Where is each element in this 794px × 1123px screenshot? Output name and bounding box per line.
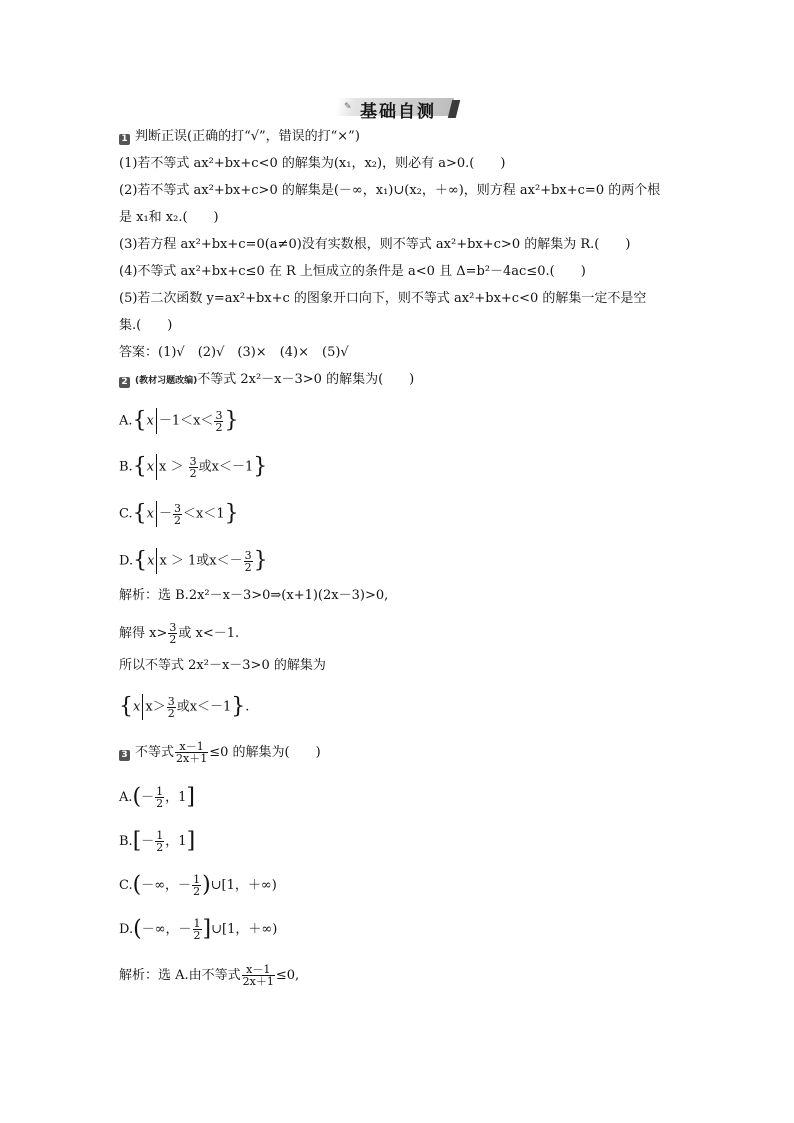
sol2-post: 或 x<－1. <box>178 626 240 641</box>
option-b-text: x ＞ <box>159 459 188 475</box>
right-bracket: ] <box>186 828 196 854</box>
set-bar <box>142 694 143 720</box>
set-bar <box>156 408 157 434</box>
fraction <box>173 503 182 526</box>
q2-stem: 不等式 2x²－x－3>0 的解集为( ) <box>197 372 415 387</box>
frac-num: 1 <box>156 785 164 798</box>
frac-num: 3 <box>169 621 177 634</box>
option-label: A. <box>119 413 133 429</box>
q3-stem-line <box>119 741 321 764</box>
fraction <box>155 786 164 809</box>
option-label: D. <box>119 922 134 937</box>
right-bracket: ] <box>202 916 212 942</box>
section-title: 基础自测 <box>360 102 436 122</box>
left-paren: ( <box>132 784 142 810</box>
left-brace: { <box>132 501 147 526</box>
set-var: x <box>133 699 141 715</box>
section-banner <box>336 96 454 122</box>
right-brace: } <box>224 408 239 433</box>
frac-num: 3 <box>215 408 223 422</box>
option-a-tail: ，1 <box>165 790 187 805</box>
q1-item-4: (4)不等式 ax²+bx+c≤0 在 R 上恒成立的条件是 a<0 且 Δ=b²－4ac≤0.( ) <box>119 264 586 279</box>
q3-option-a[interactable] <box>119 786 195 809</box>
option-label: C. <box>119 878 133 893</box>
q3-option-c[interactable] <box>119 874 277 897</box>
option-label: B. <box>119 459 133 475</box>
option-d-text: x ＞ 1或x＜－ <box>159 553 243 569</box>
frac-num: 3 <box>189 454 197 468</box>
left-paren: ( <box>132 872 142 898</box>
minus-sign: － <box>141 790 155 805</box>
option-label: C. <box>119 506 133 522</box>
q2-option-a[interactable] <box>119 408 238 434</box>
sol4-mid: x＞ <box>145 699 166 715</box>
frac-den: 2 <box>193 929 201 942</box>
frac-num: x－1 <box>175 741 208 753</box>
q2-option-d[interactable] <box>119 548 268 574</box>
frac-den: 2 <box>193 885 201 898</box>
fraction <box>189 456 198 479</box>
frac-num: 1 <box>156 829 164 842</box>
q3-option-d[interactable] <box>119 918 277 941</box>
left-bracket: [ <box>132 828 142 854</box>
left-paren: ( <box>133 916 142 942</box>
minus-sign: － <box>141 834 155 849</box>
q1-item-1: (1)若不等式 ax²+bx+c<0 的解集为(x₁，x₂)，则必有 a>0.( ) <box>119 156 506 171</box>
q1-item-2: (2)若不等式 ax²+bx+c>0 的解集是(－∞，x₁)∪(x₂，＋∞)，则方程 ax²+bx+c=0 的两个根 <box>119 183 661 198</box>
q2-solution-1: 解析：选 B.2x²－x－3>0⇒(x+1)(2x－3)>0, <box>119 588 389 603</box>
frac-den: 2 <box>189 466 197 480</box>
left-brace: { <box>132 408 147 433</box>
right-bracket: ] <box>186 784 196 810</box>
frac-den: 2 <box>156 797 164 810</box>
option-b-tail: 或x＜－1 <box>198 459 254 475</box>
right-paren: ) <box>202 872 211 898</box>
option-b-tail: ，1 <box>165 834 187 849</box>
q1-item-3: (3)若方程 ax²+bx+c=0(a≠0)没有实数根，则不等式 ax²+bx+c>0 的解集为 R.( ) <box>119 237 631 252</box>
option-label: B. <box>119 834 133 849</box>
q2-solution-4 <box>119 694 249 720</box>
left-brace: { <box>119 694 133 719</box>
frac-num: x－1 <box>242 964 275 976</box>
fraction <box>167 696 176 719</box>
q1-number: 1 <box>119 134 130 145</box>
option-c-text: ＜x＜1 <box>182 506 225 522</box>
frac-num: 3 <box>167 694 175 708</box>
frac-num: 3 <box>173 501 181 515</box>
q1-item-2-cont: 是 x₁和 x₂.( ) <box>119 210 219 225</box>
left-brace: { <box>133 548 148 573</box>
fraction <box>193 918 202 941</box>
frac-den: 2 <box>215 420 223 434</box>
q2-solution-3: 所以不等式 2x²－x－3>0 的解集为 <box>119 658 326 673</box>
q3-number: 3 <box>119 750 130 761</box>
set-bar <box>156 501 157 527</box>
set-var: x <box>146 506 154 522</box>
fraction <box>175 741 208 764</box>
option-c-head: －∞，－ <box>141 878 192 893</box>
frac-den: 2 <box>169 633 177 646</box>
option-d-tail: ∪[1，＋∞) <box>211 922 278 937</box>
frac-den: 2 <box>173 513 181 527</box>
frac-num: 1 <box>193 917 201 930</box>
left-brace: { <box>132 454 147 479</box>
set-bar <box>156 454 157 480</box>
q3-stem-pre: 不等式 <box>135 745 175 760</box>
q1-stem-line <box>119 128 360 146</box>
q3-sol-post: ≤0, <box>275 968 300 983</box>
q3-option-b[interactable] <box>119 830 195 853</box>
q2-option-b[interactable] <box>119 454 267 480</box>
right-brace: } <box>224 501 239 526</box>
q2-source: (教材习题改编) <box>135 376 198 386</box>
set-bar <box>156 548 157 574</box>
fraction <box>155 830 164 853</box>
set-var: x <box>147 553 155 569</box>
q2-option-c[interactable] <box>119 501 239 527</box>
q2-solution-2 <box>119 622 239 645</box>
option-a-text: －1＜x＜ <box>158 413 214 429</box>
fraction <box>214 410 223 433</box>
option-d-head: －∞，－ <box>141 922 192 937</box>
fraction <box>168 622 177 645</box>
right-brace: } <box>253 454 268 479</box>
q1-item-5-cont: 集.( ) <box>119 318 173 333</box>
frac-den: 2 <box>156 841 164 854</box>
set-var: x <box>146 459 155 475</box>
frac-den: 2x＋1 <box>242 975 274 988</box>
option-label: A. <box>119 790 133 805</box>
fraction <box>244 550 253 573</box>
frac-den: 2 <box>167 706 175 720</box>
set-var: x <box>146 413 154 429</box>
q3-solution <box>119 964 299 987</box>
q1-answer: 答案：(1)√ (2)√ (3)× (4)× (5)√ <box>119 345 349 360</box>
option-c-tail: ∪[1，＋∞) <box>210 878 277 893</box>
frac-num: 3 <box>244 548 252 562</box>
option-label: D. <box>119 553 134 569</box>
q2-stem-line <box>119 371 414 390</box>
sol4-post: 或x＜－1 <box>176 699 232 715</box>
q3-stem-post: ≤0 的解集为( ) <box>209 745 321 760</box>
frac-den: 2 <box>244 560 252 574</box>
q3-sol-pre: 解析：选 A.由不等式 <box>119 968 241 983</box>
sol2-pre: 解得 x> <box>119 626 168 641</box>
q2-number: 2 <box>119 377 130 388</box>
minus-sign: － <box>158 506 172 522</box>
q1-stem: 判断正误(正确的打“√”，错误的打“×”) <box>135 129 360 144</box>
right-brace: } <box>231 694 246 719</box>
q1-item-5: (5)若二次函数 y=ax²+bx+c 的图象开口向下，则不等式 ax²+bx+c<0 的解集一定不是空 <box>119 291 647 306</box>
pencil-icon: ✎ <box>344 102 352 112</box>
fraction <box>242 964 275 987</box>
right-brace: } <box>253 548 268 573</box>
frac-num: 1 <box>193 873 201 886</box>
fraction <box>192 874 201 897</box>
period: . <box>245 699 250 715</box>
frac-den: 2x＋1 <box>176 752 208 765</box>
